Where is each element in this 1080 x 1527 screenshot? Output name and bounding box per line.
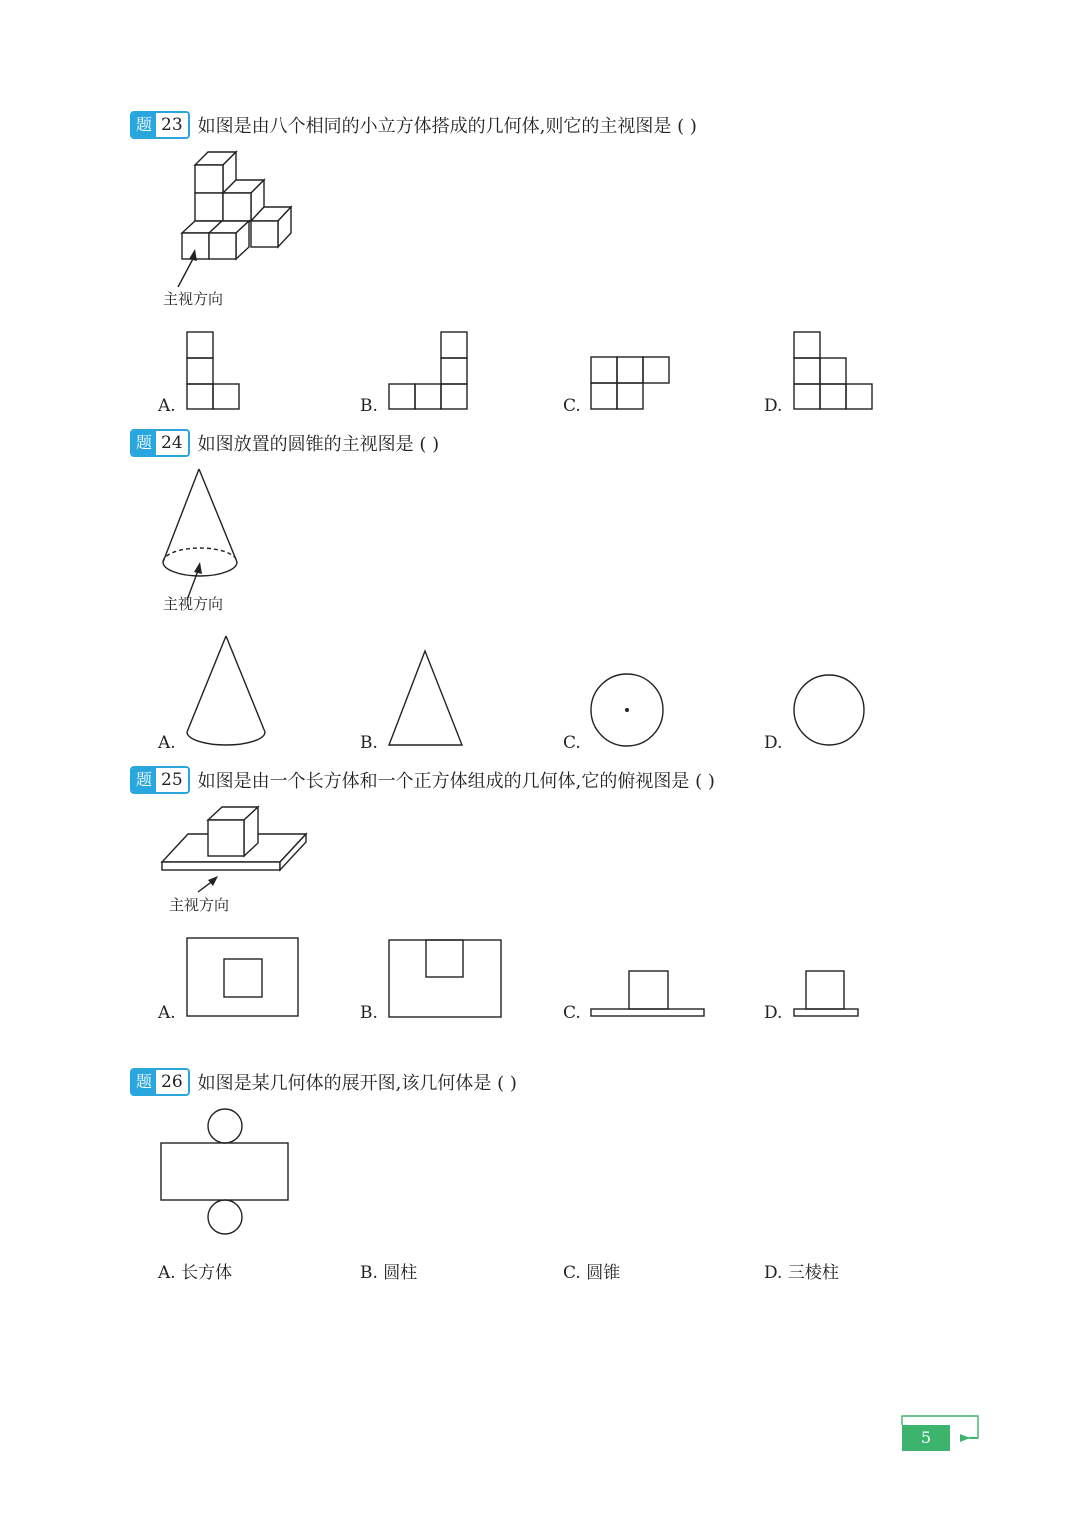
direction-label: 主视方向	[169, 896, 230, 914]
q24-option-d-figure	[791, 672, 871, 750]
question-number: 25	[156, 768, 188, 792]
question-number: 23	[156, 113, 188, 137]
option-c-label[interactable]: C. 圆锥	[563, 1263, 621, 1283]
question-23-header	[130, 111, 697, 139]
question-badge	[130, 1068, 190, 1096]
direction-label: 主视方向	[163, 290, 224, 308]
q26-net-figure	[158, 1106, 292, 1238]
q24-option-c-figure	[588, 672, 668, 750]
q23-option-a-figure	[186, 330, 246, 412]
question-25-header	[130, 766, 715, 794]
badge-label: 题	[132, 768, 156, 792]
question-text: 如图放置的圆锥的主视图是 ( )	[197, 434, 440, 455]
q23-option-d-figure	[793, 330, 878, 412]
question-text: 如图是由八个相同的小立方体搭成的几何体,则它的主视图是 ( )	[197, 116, 697, 137]
option-d-label[interactable]: D. 三棱柱	[764, 1263, 839, 1283]
q25-option-a-figure	[186, 937, 302, 1021]
option-c-label[interactable]: C.	[563, 733, 581, 753]
option-b-label[interactable]: B.	[360, 733, 378, 753]
option-b-label[interactable]: B. 圆柱	[360, 1263, 418, 1283]
question-text: 如图是由一个长方体和一个正方体组成的几何体,它的俯视图是 ( )	[197, 771, 715, 792]
option-c-label[interactable]: C.	[563, 1003, 581, 1023]
option-d-label[interactable]: D.	[764, 1003, 783, 1023]
question-number: 24	[156, 431, 188, 455]
option-a-label[interactable]: A.	[158, 396, 176, 416]
option-a-label[interactable]: A.	[158, 733, 176, 753]
page-number: 5	[902, 1425, 950, 1451]
q25-option-b-figure	[388, 939, 504, 1021]
q24-option-b-figure	[386, 648, 466, 748]
badge-label: 题	[132, 1070, 156, 1094]
q23-option-c-figure	[590, 355, 675, 415]
option-b-label[interactable]: B.	[360, 1003, 378, 1023]
question-badge	[130, 766, 190, 794]
option-a-label[interactable]: A. 长方体	[158, 1263, 233, 1283]
q23-cube-figure	[150, 145, 310, 305]
q23-option-b-figure	[388, 330, 473, 412]
question-badge	[130, 111, 190, 139]
arrow-icon	[958, 1431, 978, 1445]
question-text: 如图是某几何体的展开图,该几何体是 ( )	[197, 1073, 517, 1094]
option-d-label[interactable]: D.	[764, 396, 783, 416]
q24-cone-figure	[155, 465, 255, 595]
question-24-header	[130, 429, 439, 457]
q25-option-c-figure	[590, 969, 708, 1021]
badge-label: 题	[132, 431, 156, 455]
q25-solid-figure	[158, 800, 318, 900]
question-number: 26	[156, 1070, 188, 1094]
badge-label: 题	[132, 113, 156, 137]
option-a-label[interactable]: A.	[158, 1003, 176, 1023]
option-c-label[interactable]: C.	[563, 396, 581, 416]
q24-option-a-figure	[183, 632, 273, 752]
option-b-label[interactable]: B.	[360, 396, 378, 416]
question-26-header	[130, 1068, 517, 1096]
question-badge	[130, 429, 190, 457]
option-d-label[interactable]: D.	[764, 733, 783, 753]
direction-label: 主视方向	[163, 595, 224, 613]
q25-option-d-figure	[793, 969, 863, 1021]
